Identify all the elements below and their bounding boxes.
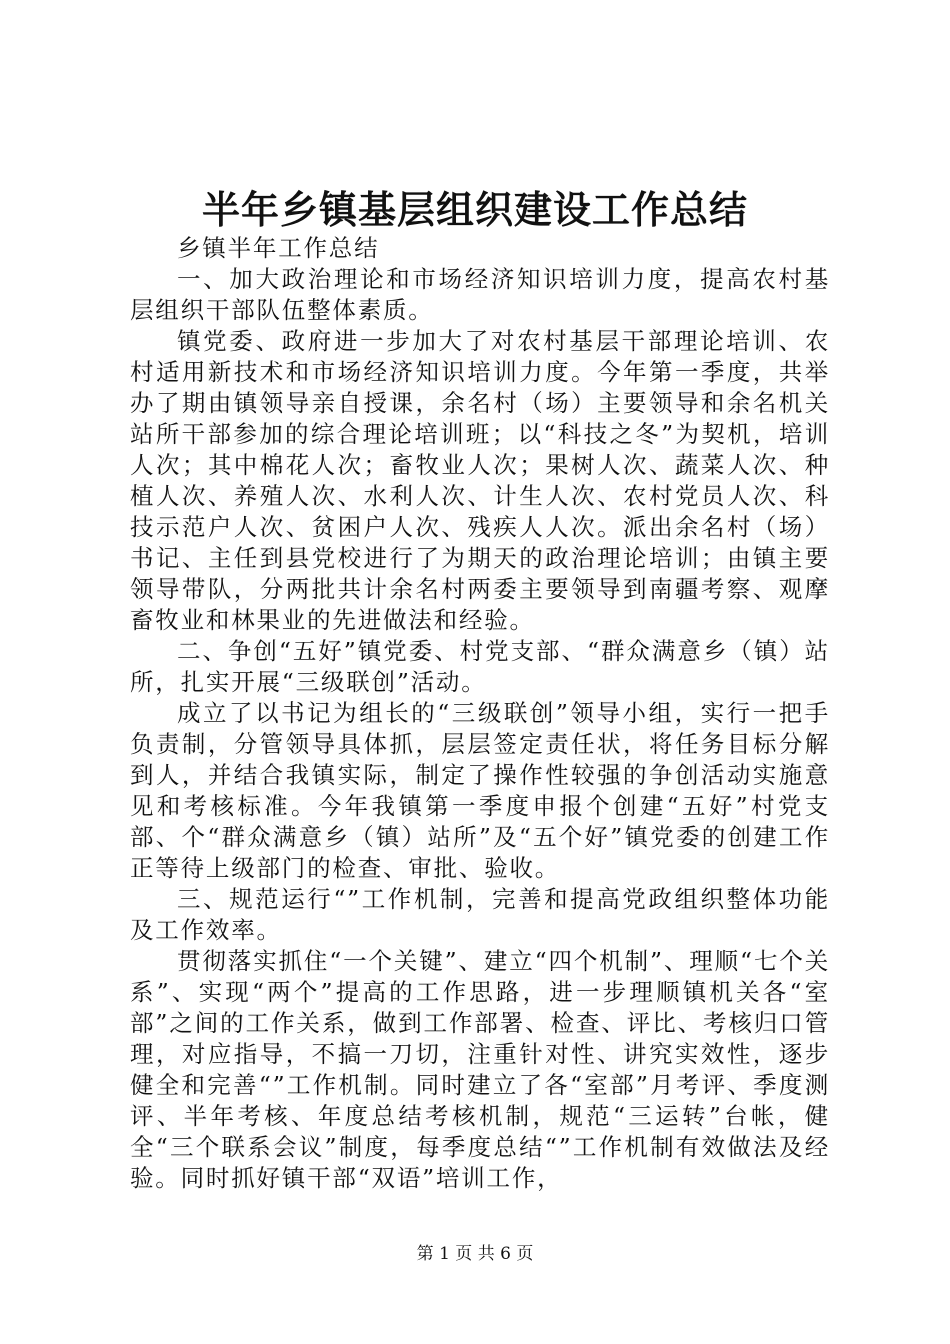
paragraph: 镇党委、政府进一步加大了对农村基层干部理论培训、农村适用新技术和市场经济知识培训力度。今年第一季度，共举办了期由镇领导亲自授课，余名村（场）主要领导和余名机关站所干部参加的综合理论培训班；以“科技之冬”为契机，培训人次；其中棉花人次；畜牧业人次；果树人次、蔬菜人次、种植人次、养殖人次、水利人次、计生人次、农村党员人次、科技示范户人次、贫困户人次、残疾人人次。派出余名村（场）书记、主任到县党校进行了为期天的政治理论培训；由镇主要领导带队，分两批共计余名村两委主要领导到南疆考察、观摩畜牧业和林果业的先进做法和经验。 <box>130 327 830 634</box>
document-title: 半年乡镇基层组织建设工作总结 <box>201 188 748 232</box>
paragraph: 乡镇半年工作总结 <box>177 234 380 262</box>
paragraph: 二、争创“五好”镇党委、村党支部、“群众满意乡（镇）站所，扎实开展“三级联创”活动。 <box>130 637 830 696</box>
paragraph: 贯彻落实抓住“一个关键”、建立“四个机制”、理顺“七个关系”、实现“两个”提高的工作思路，进一步理顺镇机关各“室部”之间的工作关系，做到工作部署、检查、评比、考核归口管理，对应指导，不搞一刀切，注重针对性、讲究实效性，逐步健全和完善“”工作机制。同时建立了各“室部”月考评、季度测评、半年考核、年度总结考核机制，规范“三运转”台帐，健全“三个联系会议”制度，每季度总结“”工作机制有效做法及经验。同时抓好镇干部“双语”培训工作， <box>130 947 830 1192</box>
page-number-footer: 第 1 页 共 6 页 <box>416 1244 534 1264</box>
paragraph: 成立了以书记为组长的“三级联创”领导小组，实行一把手负责制，分管领导具体抓，层层签定责任状，将任务目标分解到人，并结合我镇实际，制定了操作性较强的争创活动实施意见和考核标准。今年我镇第一季度申报个创建“五好”村党支部、个“群众满意乡（镇）站所”及“五个好”镇党委的创建工作正等待上级部门的检查、审批、验收。 <box>130 699 830 882</box>
paragraph: 一、加大政治理论和市场经济知识培训力度，提高农村基层组织干部队伍整体素质。 <box>130 265 830 324</box>
paragraph: 三、规范运行“”工作机制，完善和提高党政组织整体功能及工作效率。 <box>130 885 830 944</box>
document-body <box>130 233 830 1194</box>
